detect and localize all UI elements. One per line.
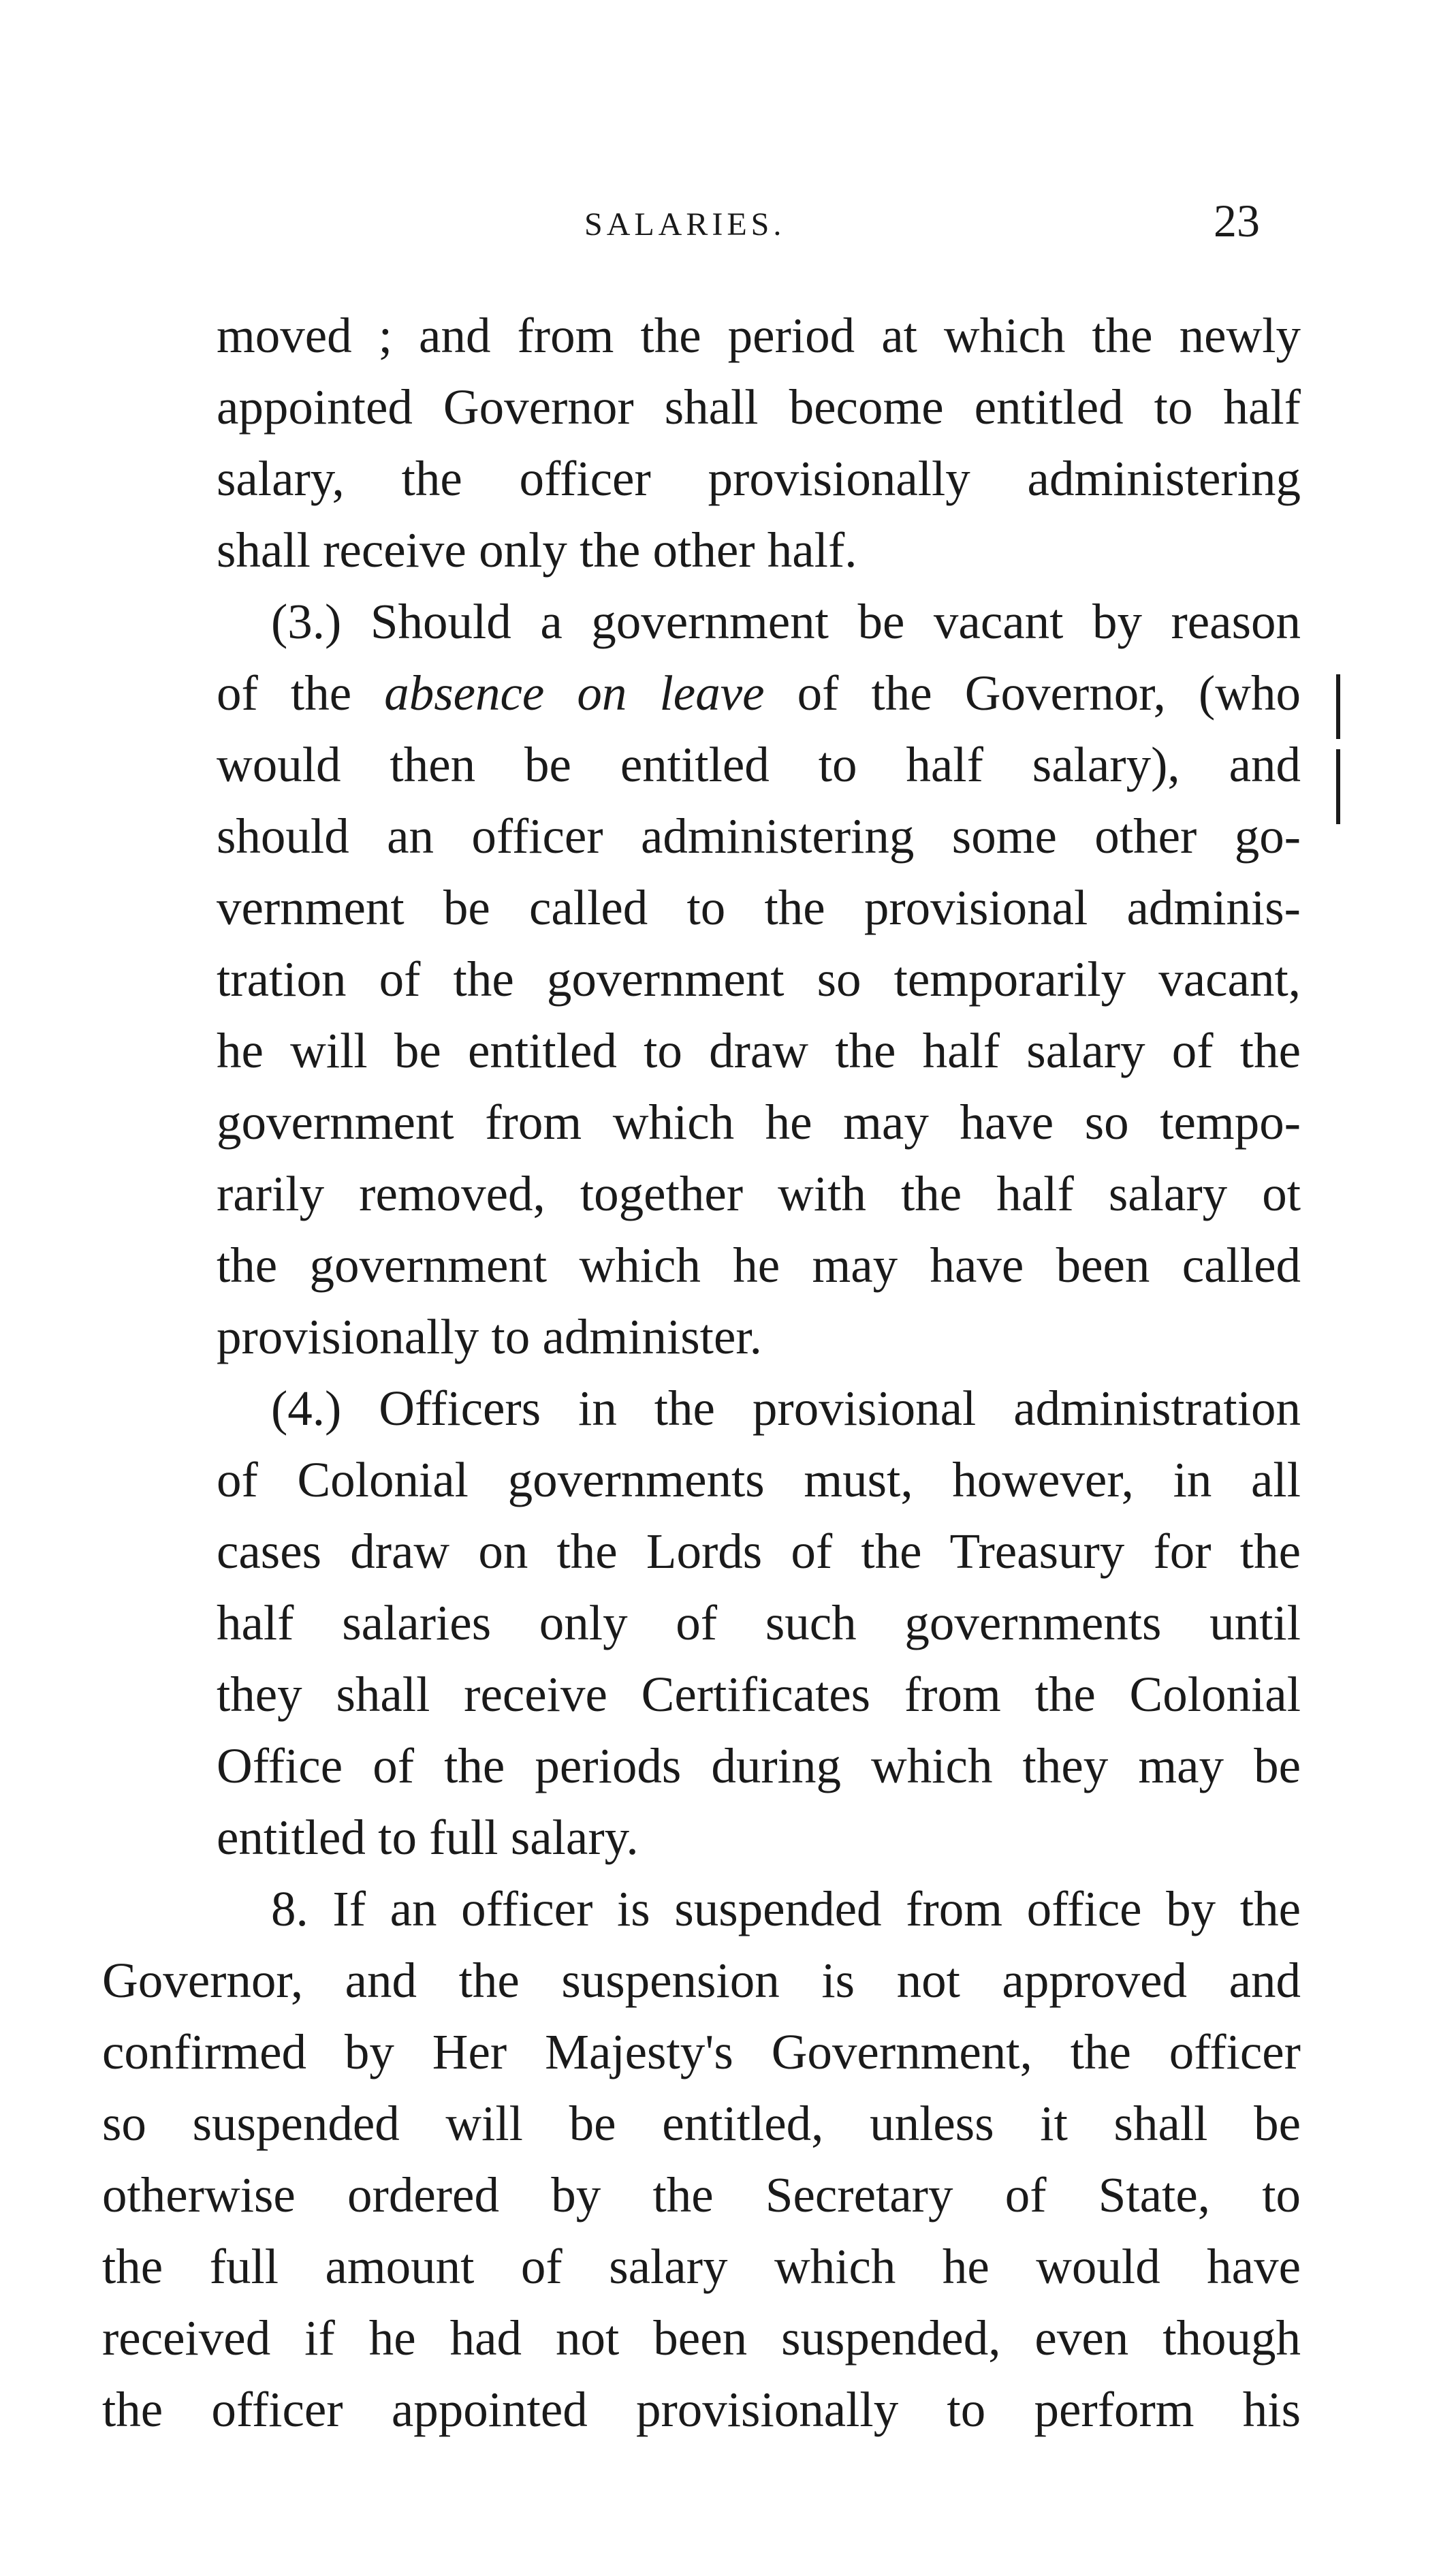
text-line-with-italic: of the absence on leave of the Governor, (who xyxy=(217,665,1301,721)
text-line: entitled to full salary. xyxy=(217,1810,639,1865)
margin-rule-mark xyxy=(1336,749,1340,824)
text-line: should an officer administering some other go- xyxy=(217,808,1301,864)
running-head xyxy=(0,195,1456,252)
running-head-title: SALARIES. xyxy=(584,206,786,242)
text-line: Office of the periods during which they may be xyxy=(217,1738,1301,1793)
italic-phrase: absence on leave xyxy=(384,665,765,721)
text-line: of Colonial governments must, however, in all xyxy=(217,1452,1301,1507)
text-line: 8. If an officer is suspended from office by the xyxy=(271,1881,1301,1936)
text-line: (4.) Officers in the provisional administration xyxy=(271,1381,1301,1436)
text-line: provisionally to administer. xyxy=(217,1309,762,1364)
text-line: confirmed by Her Majesty's Government, the officer xyxy=(102,2024,1301,2079)
margin-rule-mark xyxy=(1336,674,1340,739)
text-line: shall receive only the other half. xyxy=(217,522,857,578)
text-line: appointed Governor shall become entitled to half xyxy=(217,379,1301,435)
text-line: the officer appointed provisionally to perform his xyxy=(102,2382,1301,2437)
page-number: 23 xyxy=(1214,195,1260,247)
text-line: tration of the government so temporarily vacant, xyxy=(217,952,1301,1007)
text-line: so suspended will be entitled, unless it shall be xyxy=(102,2096,1301,2151)
text-line: government from which he may have so tempo- xyxy=(217,1095,1301,1150)
text-line: the full amount of salary which he would have xyxy=(102,2239,1301,2294)
text-line: (3.) Should a government be vacant by reason xyxy=(271,594,1301,649)
text-line: Governor, and the suspension is not approved and xyxy=(102,1953,1301,2008)
text-line: cases draw on the Lords of the Treasury for the xyxy=(217,1524,1301,1579)
text-line: otherwise ordered by the Secretary of State, to xyxy=(102,2167,1301,2222)
text-line: would then be entitled to half salary), and xyxy=(217,737,1301,792)
text-line: moved ; and from the period at which the newly xyxy=(217,308,1301,363)
text-line: the government which he may have been called xyxy=(217,1238,1301,1293)
text-line: rarily removed, together with the half salary ot xyxy=(217,1166,1301,1221)
text-line: salary, the officer provisionally administering xyxy=(217,451,1301,506)
text-line: they shall receive Certificates from the Colonial xyxy=(217,1667,1301,1722)
text-line: half salaries only of such governments until xyxy=(217,1595,1301,1650)
text-line: received if he had not been suspended, even though xyxy=(102,2310,1301,2366)
text-line: he will be entitled to draw the half salary of the xyxy=(217,1023,1301,1078)
text-line: vernment be called to the provisional adminis- xyxy=(217,880,1301,935)
